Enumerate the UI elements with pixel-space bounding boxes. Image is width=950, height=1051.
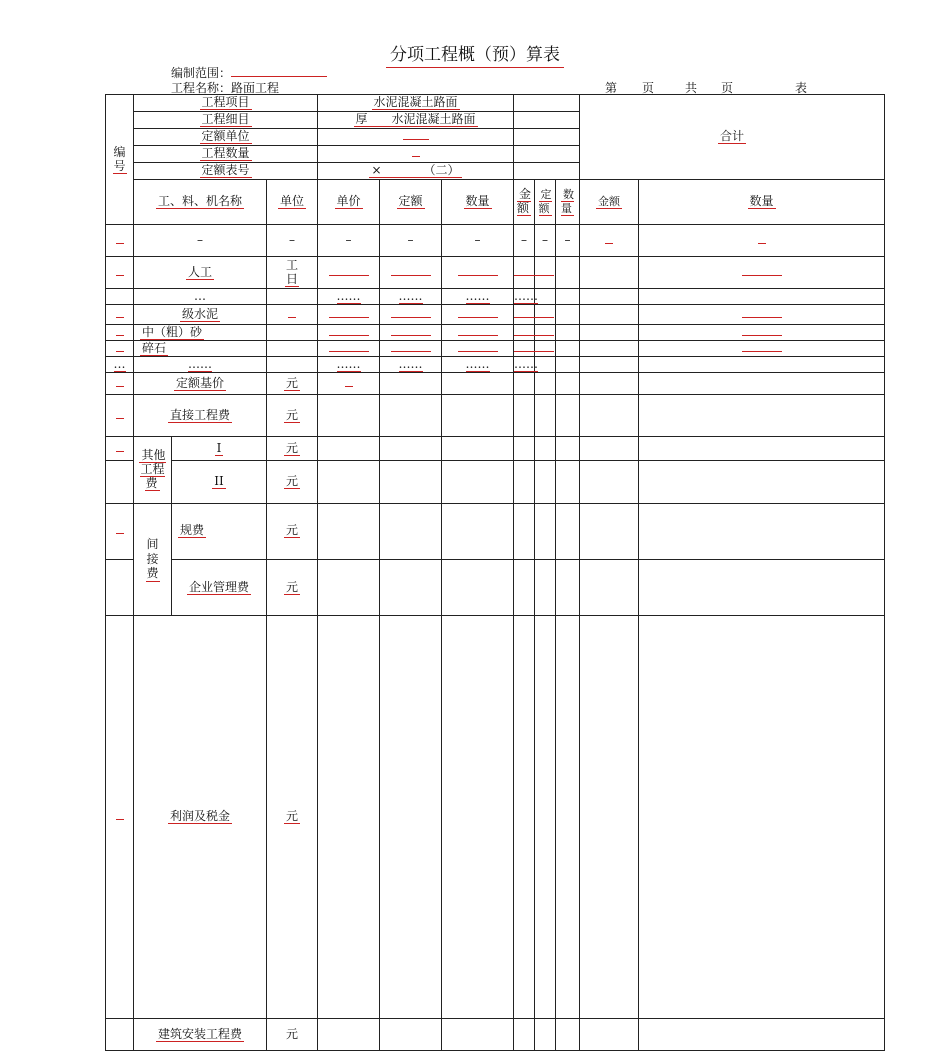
estimate-table — [105, 94, 885, 1051]
scope-label: 编制范围： — [171, 64, 327, 81]
total-header: 合计 — [580, 95, 885, 180]
table-row — [106, 461, 885, 503]
table-row — [106, 503, 885, 559]
col-amount: 金额 — [514, 180, 535, 225]
table-row — [106, 373, 885, 395]
col-name: 工、料、机名称 — [134, 180, 267, 225]
row-unit: 元 — [267, 461, 318, 503]
col-qty2: 数量 — [556, 180, 580, 225]
row-price: – — [318, 225, 380, 257]
table-row: … …… …… …… …… — [106, 289, 885, 305]
header-value: × （二） — [318, 163, 514, 180]
row-id — [106, 225, 134, 257]
row-group: 其他工程费 — [134, 437, 172, 503]
header-label: 工程项目 — [134, 95, 318, 112]
row-name: – — [134, 225, 267, 257]
table-row — [106, 257, 885, 289]
table-row — [106, 437, 885, 461]
row-unit: 元 — [267, 373, 318, 395]
col-quota2: 定额 — [535, 180, 556, 225]
table-row: … …… …… …… …… …… — [106, 357, 885, 373]
row-name: 利润及税金 — [134, 616, 267, 1019]
table-row — [106, 305, 885, 325]
table-row — [106, 559, 885, 615]
row-name: 中（粗）砂 — [134, 325, 267, 341]
row-name: … — [134, 289, 267, 305]
col-amount2: 金额 — [580, 180, 639, 225]
header-value — [318, 146, 514, 163]
col-total-qty: 数量 — [639, 180, 885, 225]
id-header: 编号 — [106, 95, 134, 225]
row-quota: – — [380, 225, 442, 257]
table-row — [106, 325, 885, 341]
row-unit: 元 — [267, 437, 318, 461]
row-amount: – — [514, 225, 535, 257]
header-value: 水泥混凝土路面 — [318, 95, 514, 112]
row-name: 级水泥 — [134, 305, 267, 325]
col-quota: 定额 — [380, 180, 442, 225]
row-name: 建筑安装工程费 — [134, 1019, 267, 1051]
row-unit: 元 — [267, 395, 318, 437]
row-sub: I — [172, 437, 267, 461]
header-label: 定额表号 — [134, 163, 318, 180]
header-label: 工程细目 — [134, 112, 318, 129]
row-unit: 元 — [267, 503, 318, 559]
row-unit: 元 — [267, 616, 318, 1019]
table-row — [106, 1019, 885, 1051]
row-id: … — [106, 357, 134, 373]
header-label: 工程数量 — [134, 146, 318, 163]
row-name: …… — [134, 357, 267, 373]
table-row — [106, 395, 885, 437]
project-name-label: 工程名称：路面工程 — [171, 81, 280, 95]
header-label: 定额单位 — [134, 129, 318, 146]
row-sub: 企业管理费 — [172, 559, 267, 615]
row-name: 定额基价 — [134, 373, 267, 395]
table-row — [106, 616, 885, 1019]
col-price: 单价 — [318, 180, 380, 225]
row-sub: 规费 — [172, 503, 267, 559]
row-unit: 工日 — [267, 257, 318, 289]
row-group: 间接费 — [134, 503, 172, 615]
row-name: 直接工程费 — [134, 395, 267, 437]
row-unit: – — [267, 225, 318, 257]
row-qty: – — [442, 225, 514, 257]
col-unit: 单位 — [267, 180, 318, 225]
table-row: – – – – – – – – — [106, 225, 885, 257]
header-value: 厚 水泥混凝土路面 — [318, 112, 514, 129]
row-name: 碎石 — [134, 341, 267, 357]
col-qty: 数量 — [442, 180, 514, 225]
row-sub: II — [172, 461, 267, 503]
row-unit: 元 — [267, 559, 318, 615]
page-title: 分项工程概（预）算表 — [0, 40, 950, 68]
row-unit: 元 — [267, 1019, 318, 1051]
header-value — [318, 129, 514, 146]
row-name: 人工 — [134, 257, 267, 289]
table-row — [106, 341, 885, 357]
